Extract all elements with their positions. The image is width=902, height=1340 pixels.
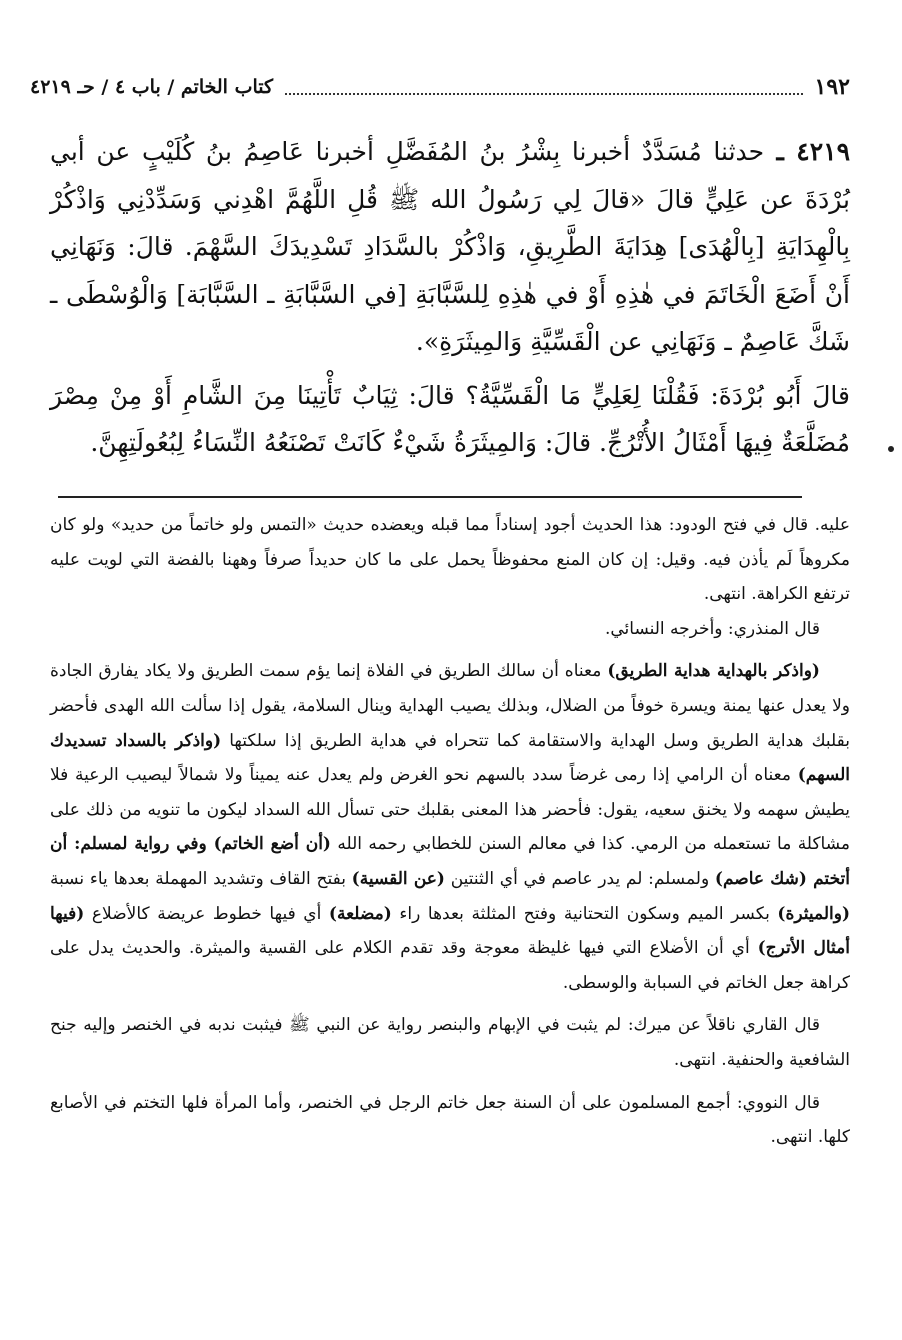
bold-phrase: (فيها أمثال الأترج) (50, 903, 850, 959)
commentary-paragraph-1: عليه. قال في فتح الودود: هذا الحديث أجود إسناداً مما قبله ويعضده حديث «التمس ولو خاتماً من حديد» ولو كان مكروهاً لَم يأذن فيه. وقيل: إن كان المنع محفوظاً يحمل على ما كان حديداً صرفاً وههنا بالفضة التي لويت عليه ترتفع الكراهة. انتهى. (50, 515, 850, 605)
margin-dot (888, 446, 894, 452)
hadith-dash: ـ (764, 137, 797, 166)
commentary-text: معناه أن الرامي إذا رمى غرضاً سدد بالسهم نحو الغرض ولم يعدل عنه يميناً ولا شمالاً ليصيب الرعية فلا يطيش سهمه ولا يخنق سعيه، يقول: فأحضر هذا المعنى بقلبك حتى تسأل الله السداد ليكون ما تنويه من ذلك على مشاكلة ما تستعمله من الرمي. كذا في معالم السنن للخطابي رحمه الله (50, 765, 850, 855)
commentary-text: أي فيها خطوط عريضة كالأضلاع (84, 903, 329, 924)
commentary-text: بفتح القاف وتشديد المهملة بعدها ياء نسبة (50, 868, 352, 889)
commentary-paragraph-3 (50, 654, 850, 1000)
bold-phrase: (أن أضع الخاتم) وفي رواية لمسلم: أن أتختم (شك عاصم) (50, 834, 850, 889)
bold-phrase: (والميثرة) (777, 903, 850, 924)
footnote-divider (58, 496, 802, 498)
commentary-text: معناه أن سالك الطريق في الفلاة إنما يؤم سمت الطريق ولا يكاد يفارق الجادة ولا يعدل عنها يمنة ويسرة خوفاً من الضلال، وبذلك يصيب الهداية وينال السلامة، يقول إذا سألت الله الهدى فأحضر بقلبك هداية الطريق وسل الهداية والاستقامة كما تتحراه في هداية الطريق إذا سلكتها (50, 661, 850, 751)
commentary-text: بكسر الميم وسكون التحتانية وفتح المثلثة بعدها راء (391, 903, 778, 924)
commentary (50, 508, 850, 1155)
bold-phrase: (عن القسية) (351, 868, 445, 889)
page-header (30, 70, 850, 104)
commentary-paragraph-2: قال المنذري: وأخرجه النسائي. (604, 618, 820, 639)
commentary-paragraph-5: قال النووي: أجمع المسلمون على أن السنة جعل خاتم الرجل في الخنصر، وأما المرأة فلها التختم في الأصابع كلها. انتهى. (50, 1092, 850, 1148)
dotted-leader (285, 79, 803, 95)
hadith-paragraph (50, 128, 850, 366)
page-number: ١٩٢ (814, 74, 850, 100)
bold-phrase: (واذكر بالهداية هداية الطريق) (607, 661, 820, 682)
commentary-text: أي أن الأضلاع التي فيها غليظة معوجة وقد تقدم الكلام على القسية والميثرة. والحديث يدل على كراهة جعل الخاتم في السبابة والوسطى. (50, 938, 850, 993)
hadith-text (50, 128, 850, 467)
hadith-body: حدثنا مُسَدَّدٌ أخبرنا بِشْرُ بنُ المُفَضَّلِ أخبرنا عَاصِمُ بنُ كُلَيْبٍ عن أبي بُرْدَةَ عن عَلِيٍّ قالَ «قالَ لِي رَسُولُ الله ﷺ قُلِ اللَّهُمَّ اهْدِني وَسَدِّدْنِي وَاذْكُرْ بِالْهِدَايَةِ [بِالْهُدَى] هِدَايَةَ الطَّرِيقِ، وَاذْكُرْ بالسَّدَادِ تَسْدِيدَكَ السَّهْمَ. قالَ: وَنَهَانِي أَنْ أَضَعَ الْخَاتَمَ في هٰذِهِ أَوْ في هٰذِهِ لِلسَّبَّابَةِ [في السَّبَّابَةِ ـ السَّبَّابَة] وَالْوُسْطَى ـ شَكَّ عَاصِمٌ ـ وَنَهَانِي عن الْقَسِّيَّةِ وَالمِيثَرَةِ». (50, 137, 850, 356)
bold-phrase: (مضلعة) (328, 903, 392, 924)
hadith-explanation: قالَ أَبُو بُرْدَةَ: فَقُلْنَا لِعَلِيٍّ مَا الْقَسِّيَّةُ؟ قالَ: ثِيَابٌ تَأْتِينَا مِنَ الشَّامِ أَوْ مِنْ مِصْرَ مُضَلَّعَةٌ فِيهَا أَمْثَالُ الأُتْرُجِّ. قالَ: وَالمِيثَرَةُ شَيْءٌ كَانَتْ تَصْنَعُهُ النِّسَاءُ لِبُعُولَتِهِنَّ. (50, 380, 850, 457)
commentary-text: ولمسلم: لم يدر عاصم في أي الثنتين (444, 868, 715, 889)
hadith-number: ٤٢١٩ (796, 137, 851, 166)
commentary-paragraph-4: قال القاري ناقلاً عن ميرك: لم يثبت في الإبهام والبنصر رواية عن النبي ﷺ فيثبت ندبه في الخنصر وإليه جنح الشافعية والحنفية. انتهى. (50, 1015, 850, 1070)
bold-phrase: (واذكر بالسداد تسديدك السهم) (50, 730, 850, 786)
running-title: كتاب الخاتم / باب ٤ / حـ ٤٢١٩ (30, 76, 274, 98)
